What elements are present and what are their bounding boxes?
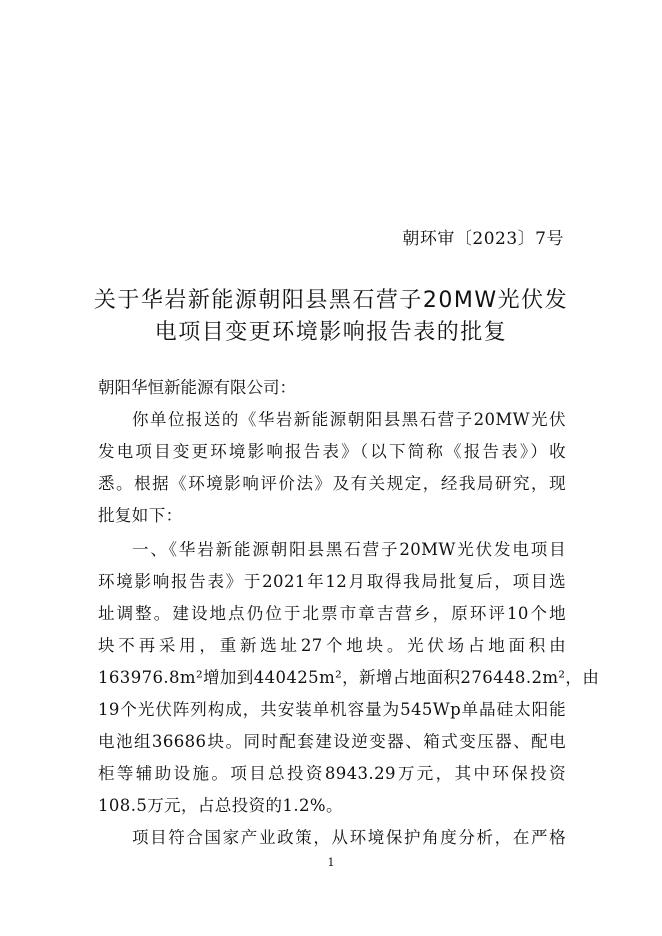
body-line: 块不再采用，重新选址27个地块。光伏场占地面积由 [98, 636, 566, 655]
document-title-line-2: 电项目变更环境影响报告表的批复 [154, 320, 508, 345]
document-title-line-1: 关于华岩新能源朝阳县黑石营子20MW光伏发 [93, 288, 569, 313]
body-line: 电池组36686块。同时配套建设逆变器、箱式变压器、配电 [98, 732, 566, 751]
body-line: 批复如下： [98, 506, 183, 525]
body-line: 柜等辅助设施。项目总投资8943.29万元，其中环保投资 [98, 764, 566, 783]
body-line: 项目符合国家产业政策，从环境保护角度分析，在严格 [132, 828, 566, 847]
page-number: 1 [327, 856, 335, 869]
body-line: 163976.8m²增加到440425m²，新增占地面积276448.2m²，由 [98, 668, 600, 687]
body-line: 你单位报送的《华岩新能源朝阳县黑石营子20MW光伏 [132, 410, 566, 429]
body-line: 108.5万元，占总投资的1.2%。 [98, 796, 343, 815]
body-line: 发电项目变更环境影响报告表》（以下简称《报告表》）收 [98, 442, 566, 461]
body-line: 环境影响报告表》于2021年12月取得我局批复后，项目选 [98, 572, 566, 591]
body-line: 19个光伏阵列构成，共安装单机容量为545Wp单晶硅太阳能 [98, 700, 566, 719]
body-line: 悉。根据《环境影响评价法》及有关规定，经我局研究，现 [98, 474, 566, 493]
document-number: 朝环审〔2023〕7号 [402, 229, 564, 249]
body-line: 址调整。建设地点仍位于北票市章吉营乡，原环评10个地 [98, 604, 566, 623]
body-line: 一、《华岩新能源朝阳县黑石营子20MW光伏发电项目 [132, 540, 566, 559]
recipient-line: 朝阳华恒新能源有限公司： [98, 378, 296, 397]
